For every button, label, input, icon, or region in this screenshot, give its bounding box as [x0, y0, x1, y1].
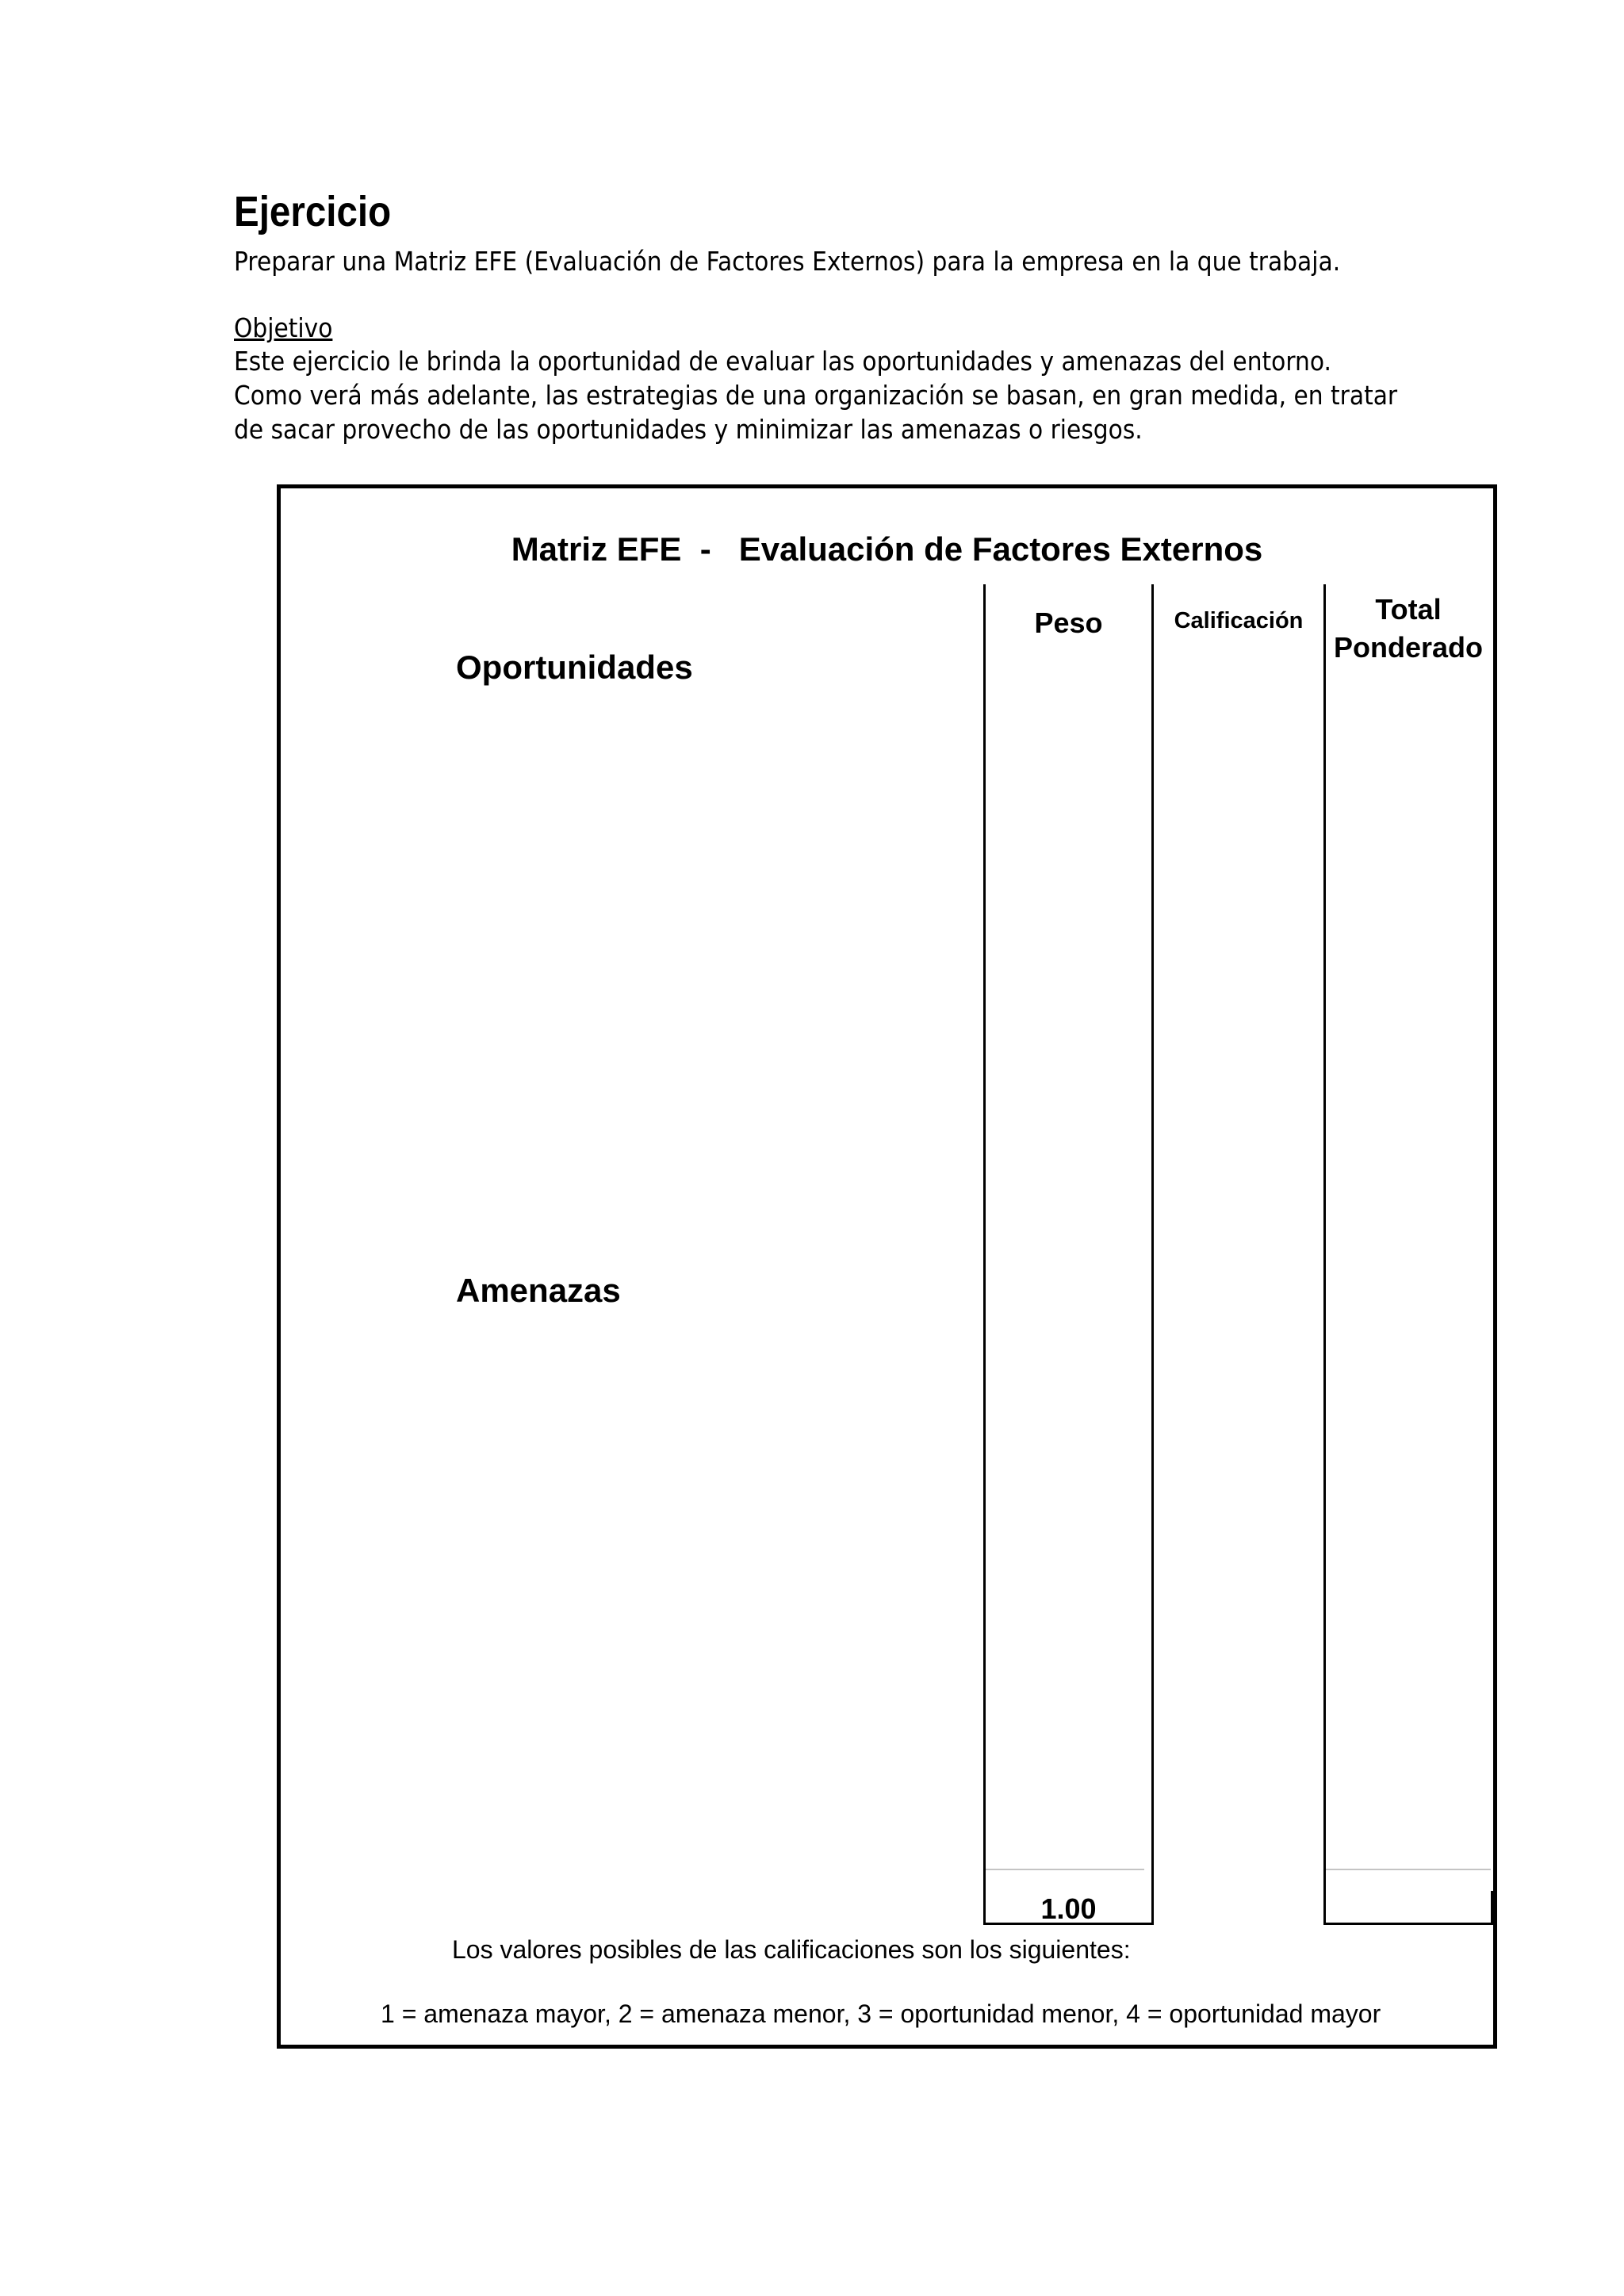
matrix-box [277, 484, 1497, 2049]
peso-total-value: 1.00 [1040, 1892, 1097, 1925]
total-ponderado-rule [1326, 1869, 1491, 1870]
doc-title: Ejercicio [234, 188, 392, 235]
column-divider-peso-left [983, 584, 986, 1925]
column-divider-total-left [1323, 584, 1326, 1925]
column-header-calificacion: Calificación [1174, 608, 1304, 633]
column-divider-peso-right [1151, 584, 1154, 1925]
section-label-amenazas: Amenazas [456, 1272, 621, 1309]
column-header-total: Total [1375, 593, 1442, 626]
ratings-intro: Los valores posibles de las calificaciones son los siguientes: [452, 1935, 1131, 1964]
objective-line: Como verá más adelante, las estrategias de una organización se basan, en gran medida, en tratar [234, 380, 1398, 411]
objective-text [234, 344, 1624, 446]
section-label-oportunidades: Oportunidades [456, 649, 693, 686]
column-divider-total-right [1491, 1891, 1493, 1925]
objective-line: de sacar provecho de las oportunidades y minimizar las amenazas o riesgos. [234, 414, 1143, 445]
objective-heading: Objetivo [234, 312, 333, 343]
ratings-scale: 1 = amenaza mayor, 2 = amenaza menor, 3 = oportunidad menor, 4 = oportunidad mayor [381, 1999, 1381, 2028]
objective-line: Este ejercicio le brinda la oportunidad de evaluar las oportunidades y amenazas del entorno. [234, 346, 1331, 377]
column-header-ponderado: Ponderado [1333, 631, 1483, 664]
matrix-title: Matriz EFE - Evaluación de Factores Externos [511, 530, 1263, 568]
total-bottom-rule [1323, 1923, 1493, 1925]
intro-text: Preparar una Matriz EFE (Evaluación de Factores Externos) para la empresa en la que trabaja. [234, 246, 1341, 277]
column-header-peso: Peso [1034, 607, 1103, 639]
peso-total-rule [986, 1869, 1144, 1870]
